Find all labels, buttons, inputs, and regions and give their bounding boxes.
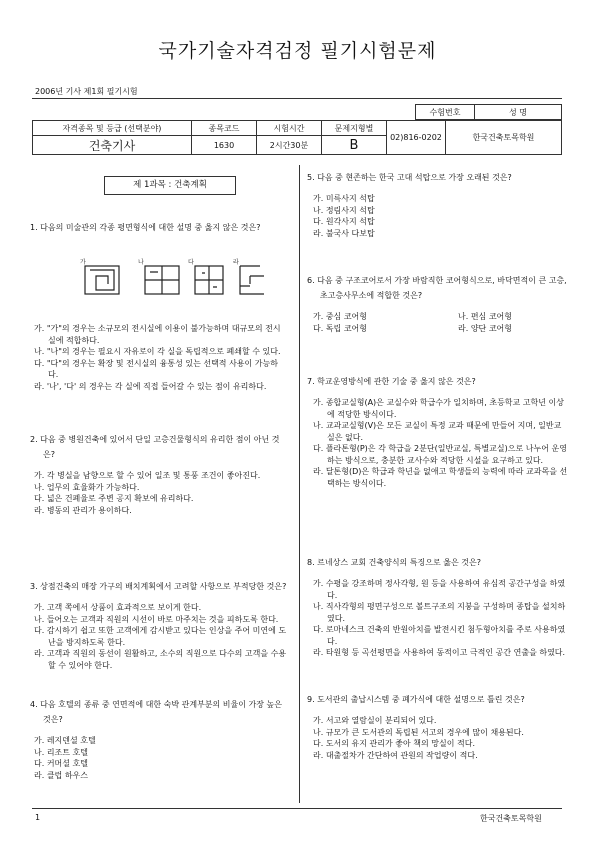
option-na: 나. 업무의 효율화가 가능하다. [34,482,140,492]
option-ga: 가. 레지덴셜 호텔 [34,736,96,745]
question-options [307,193,569,239]
museum-floor-plans-figure [80,258,265,296]
option-da: 다. 감시하기 쉽고 또한 고객에게 감시받고 있다는 인상을 주어 미연에 도난을 방지하도록 한다. [34,626,287,647]
option-na: 나. 직사각형의 평면구성으로 볼트구조의 지붕을 구성하며 종탑을 설치하였다. [313,602,566,623]
plan-label-na: 나 [138,259,144,266]
option-ra: 라. '나', '다' 의 경우는 각 실에 직접 들어갈 수 있는 점이 유리하다. [34,381,267,391]
item-code-label: 종목코드 [192,121,257,136]
exam-time-label: 시험시간 [257,121,322,136]
question-stem: 5. 다음 중 현존하는 한국 고대 석탑으로 가장 오래된 것은? [307,173,512,182]
page-title: 국가기술자격검정 필기시험문제 [158,40,437,62]
question-2 [30,432,290,516]
page-number: 1 [35,813,41,822]
plan-ra-path [240,266,264,294]
option-na: 나. 들어오는 고객과 직원의 시선이 바로 마주치는 것을 피하도록 한다. [34,614,279,624]
option-na: 나. 리조트 호텔 [34,747,88,757]
form-type-value: B [322,136,387,155]
question-4 [30,697,290,781]
option-ga: 가. "가"의 경우는 소규모의 전시실에 이용이 불가능하며 대규모의 전시실에 적합하다. [34,324,281,345]
option-da: 다. "다"의 경우는 확장 및 전시실의 융통성 있는 선택적 사용이 가능하다. [34,358,278,379]
exam-number-label: 수험번호 [416,105,475,120]
footer-publisher: 한국건축토목학원 [480,814,542,823]
question-stem: 2. 다음 중 병원건축에 있어서 단일 고층건물형식의 유리한 점이 아닌 것은? [30,435,280,459]
question-options [30,735,290,781]
question-stem: 7. 학교운영방식에 관한 기술 중 옳지 않은 것은? [307,377,476,386]
footer-divider [32,808,562,809]
column-divider [299,165,300,803]
question-7 [307,374,569,489]
section-heading: 제 1과목 : 건축계획 [104,176,236,195]
option-ga: 가. 고객 쪽에서 상품이 효과적으로 보이게 한다. [34,603,202,612]
option-da: 다. 도서의 유지 관리가 좋아 책의 망실이 적다. [313,739,475,748]
option-row [313,311,569,323]
question-stem: 3. 상점건축의 매장 가구의 배치계획에서 고려할 사항으로 부적당한 것은? [30,582,287,591]
top-divider [32,98,562,99]
option-na: 나. 규모가 큰 도서관의 독립된 서고의 경우에 많이 채용된다. [313,727,524,737]
option-ra: 라. 달톤형(D)은 학급과 학년을 없애고 학생들의 능력에 따라 교과목을 선택하는 방식이다. [313,467,568,488]
question-stem: 9. 도서관의 출납시스템 중 폐가식에 대한 설명으로 틀린 것은? [307,695,525,704]
plan-label-ra: 라 [233,259,239,266]
exam-subtitle: 2006년 기사 제1회 필기시험 [35,87,138,96]
plan-da-path [195,266,223,294]
question-options [307,578,569,659]
question-1 [30,220,290,235]
option-da: 다. 플라톤형(P)은 각 학급을 2분단(일반교실, 특별교실)으로 나누어 운영하는 방식으로, 충분한 교사수와 적당한 시설을 요구하고 있다. [313,444,567,465]
option-ra: 라. 대출절차가 간단하여 관원의 작업량이 적다. [313,750,478,760]
option-da: 다. 넓은 건폐율로 주변 공지 확보에 유리하다. [34,494,194,503]
question-options [307,715,569,761]
option-ga: 가. 수평을 강조하며 정사각형, 원 등을 사용하여 유심적 공간구성을 하였다. [313,579,566,600]
option-na: 나. "나"의 경우는 필요시 자유로이 각 실을 독립적으로 폐쇄할 수 있다. [34,347,281,356]
option-da: 다. 로마네스크 건축의 반원아치를 발전시킨 첨두형아치를 주로 사용하였다. [313,625,566,646]
option-ga: 가. 각 병실을 남향으로 할 수 있어 일조 및 통풍 조건이 좋아진다. [34,471,261,480]
option-na: 나. 정림사지 석탑 [313,205,375,215]
question-options [30,470,290,516]
option-na: 나. 편심 코어형 [458,312,512,321]
form-type-label: 문제지형별 [322,121,387,136]
option-da: 다. 독립 코어형 [313,323,367,333]
option-ga: 가. 종합교실형(A)은 교실수와 학급수가 일치하며, 초등학교 고학년 이상에 적당한 방식이다. [313,398,564,419]
question-stem: 4. 다음 호텔의 종류 중 연면적에 대한 숙박 관계부분의 비율이 가장 높은 것은? [30,700,282,724]
question-8 [307,555,569,659]
exam-time-value: 2시간30분 [257,136,322,155]
question-stem: 1. 다음의 미술관의 각종 평면형식에 대한 설명 중 옳지 않은 것은? [30,223,261,232]
question-1-options [34,323,286,392]
plan-na-path [145,266,179,294]
qualification-value: 건축기사 [33,136,192,155]
question-stem: 8. 르네상스 교회 건축양식의 특징으로 옳은 것은? [307,558,481,567]
name-label: 성 명 [475,105,562,120]
plan-ga-path [90,270,114,290]
option-da: 다. 커머셜 호텔 [34,759,88,768]
plan-label-da: 다 [188,259,194,266]
question-5 [307,170,569,239]
question-stem: 6. 다음 중 구조코어로서 가장 바람직한 코어형식으로, 바닥면적이 큰 고층, 초고층사무소에 적합한 것은? [307,276,567,300]
qualification-label: 자격종목 및 등급 (선택분야) [33,121,192,136]
option-ga: 가. 중심 코어형 [313,312,367,321]
name-value: 한국건축토목학원 [446,121,562,155]
option-ra: 라. 양단 코어형 [458,323,512,333]
option-ra: 라. 타원형 등 곡선평면을 사용하여 동적이고 극적인 공간 연출을 하였다. [313,648,566,657]
option-ra: 라. 클럽 하우스 [34,770,88,780]
option-ra: 라. 고객과 직원의 동선이 원활하고, 소수의 직원으로 다수의 고객을 수용할 수 있어야 한다. [34,649,287,670]
exam-info-table [32,120,562,155]
candidate-info-table [415,104,562,120]
option-ga: 가. 미륵사지 석탑 [313,194,375,203]
option-ra: 라. 병동의 관리가 용이하다. [34,505,132,515]
option-da: 다. 원각사지 석탑 [313,217,375,226]
question-3 [30,579,290,671]
option-row [313,323,569,335]
option-ga: 가. 서고와 열람실이 분리되어 있다. [313,716,437,725]
option-na: 나. 교과교실형(V)은 모든 교실이 특정 교과 때문에 만들어 지며, 일반교실은 없다. [313,421,562,442]
item-code-value: 1630 [192,136,257,155]
question-options [30,602,290,671]
question-options [307,397,569,489]
question-9 [307,692,569,761]
question-options [307,311,569,334]
option-ra: 라. 불국사 다보탑 [313,228,375,238]
plan-label-ga: 가 [80,259,86,266]
exam-number-value: 02)816-0202 [387,121,446,155]
question-6 [307,273,569,334]
